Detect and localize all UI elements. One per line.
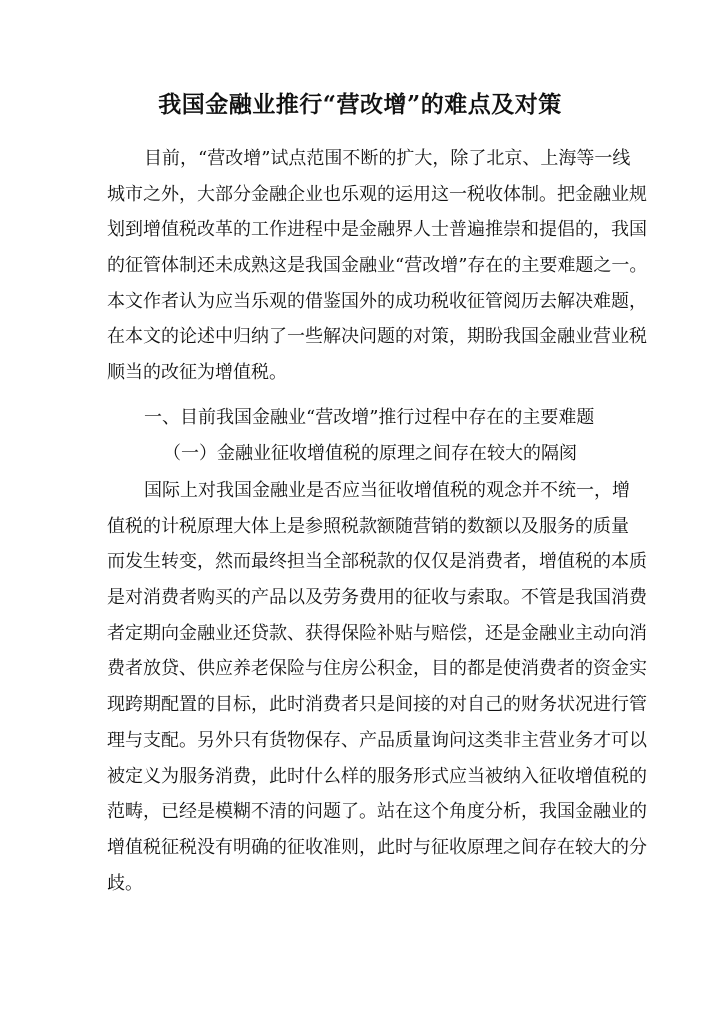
paragraph-line: 国际上对我国金融业是否应当征收增值税的观念并不统一，增 [144, 480, 630, 501]
paragraph-body [107, 473, 647, 901]
paragraph-line: 目前，“营改增”试点范围不断的扩大，除了北京、上海等一线 [144, 148, 631, 169]
paragraph-line: 的征管体制还未成熟这是我国金融业“营改增”存在的主要难题之一。 [107, 255, 648, 277]
paragraph-line: 范畴，已经是模糊不清的问题了。站在这个角度分析，我国金融业的 [107, 801, 647, 823]
paragraph-line: 现跨期配置的目标，此时消费者只是间接的对自己的财务状况进行管 [107, 694, 647, 716]
paragraph-line: 是对消费者购买的产品以及劳务费用的征收与索取。不管是我国消费 [107, 587, 647, 609]
paragraph-line: 歧。 [107, 872, 143, 894]
paragraph-line: 顺当的改征为增值税。 [107, 362, 287, 384]
paragraph-line: 而发生转变，然而最终担当全部税款的仅仅是消费者，增值税的本质 [107, 551, 647, 573]
paragraph-line: 被定义为服务消费，此时什么样的服务形式应当被纳入征收增值税的 [107, 765, 647, 787]
paragraph-line: 理与支配。另外只有货物保存、产品质量询问这类非主营业务才可以 [107, 729, 647, 751]
paragraph-line: 本文作者认为应当乐观的借鉴国外的成功税收征管阅历去解决难题， [107, 290, 647, 312]
paragraph-line: 在本文的论述中归纳了一些解决问题的对策，期盼我国金融业营业税 [107, 326, 647, 348]
paragraph-intro [107, 141, 648, 391]
paragraph-line: 者定期向金融业还贷款、获得保险补贴与赔偿，还是金融业主动向消 [107, 622, 647, 644]
document-title: 我国金融业推行“营改增”的难点及对策 [158, 91, 562, 118]
paragraph-line: 城市之外，大部分金融企业也乐观的运用这一税收体制。把金融业规 [107, 183, 647, 205]
subsection-heading: （一）金融业征收增值税的原理之间存在较大的隔阂 [163, 443, 577, 464]
paragraph-line: 值税的计税原理大体上是参照税款额随营销的数额以及服务的质量 [107, 515, 629, 537]
paragraph-line: 划到增值税改革的工作进程中是金融界人士普遍推崇和提倡的，我国 [107, 219, 647, 241]
paragraph-line: 增值税征税没有明确的征收准则，此时与征收原理之间存在较大的分 [107, 836, 647, 858]
paragraph-line: 费者放贷、供应养老保险与住房公积金，目的都是使消费者的资金实 [107, 658, 647, 680]
section-heading: 一、目前我国金融业“营改增”推行过程中存在的主要难题 [144, 407, 595, 428]
